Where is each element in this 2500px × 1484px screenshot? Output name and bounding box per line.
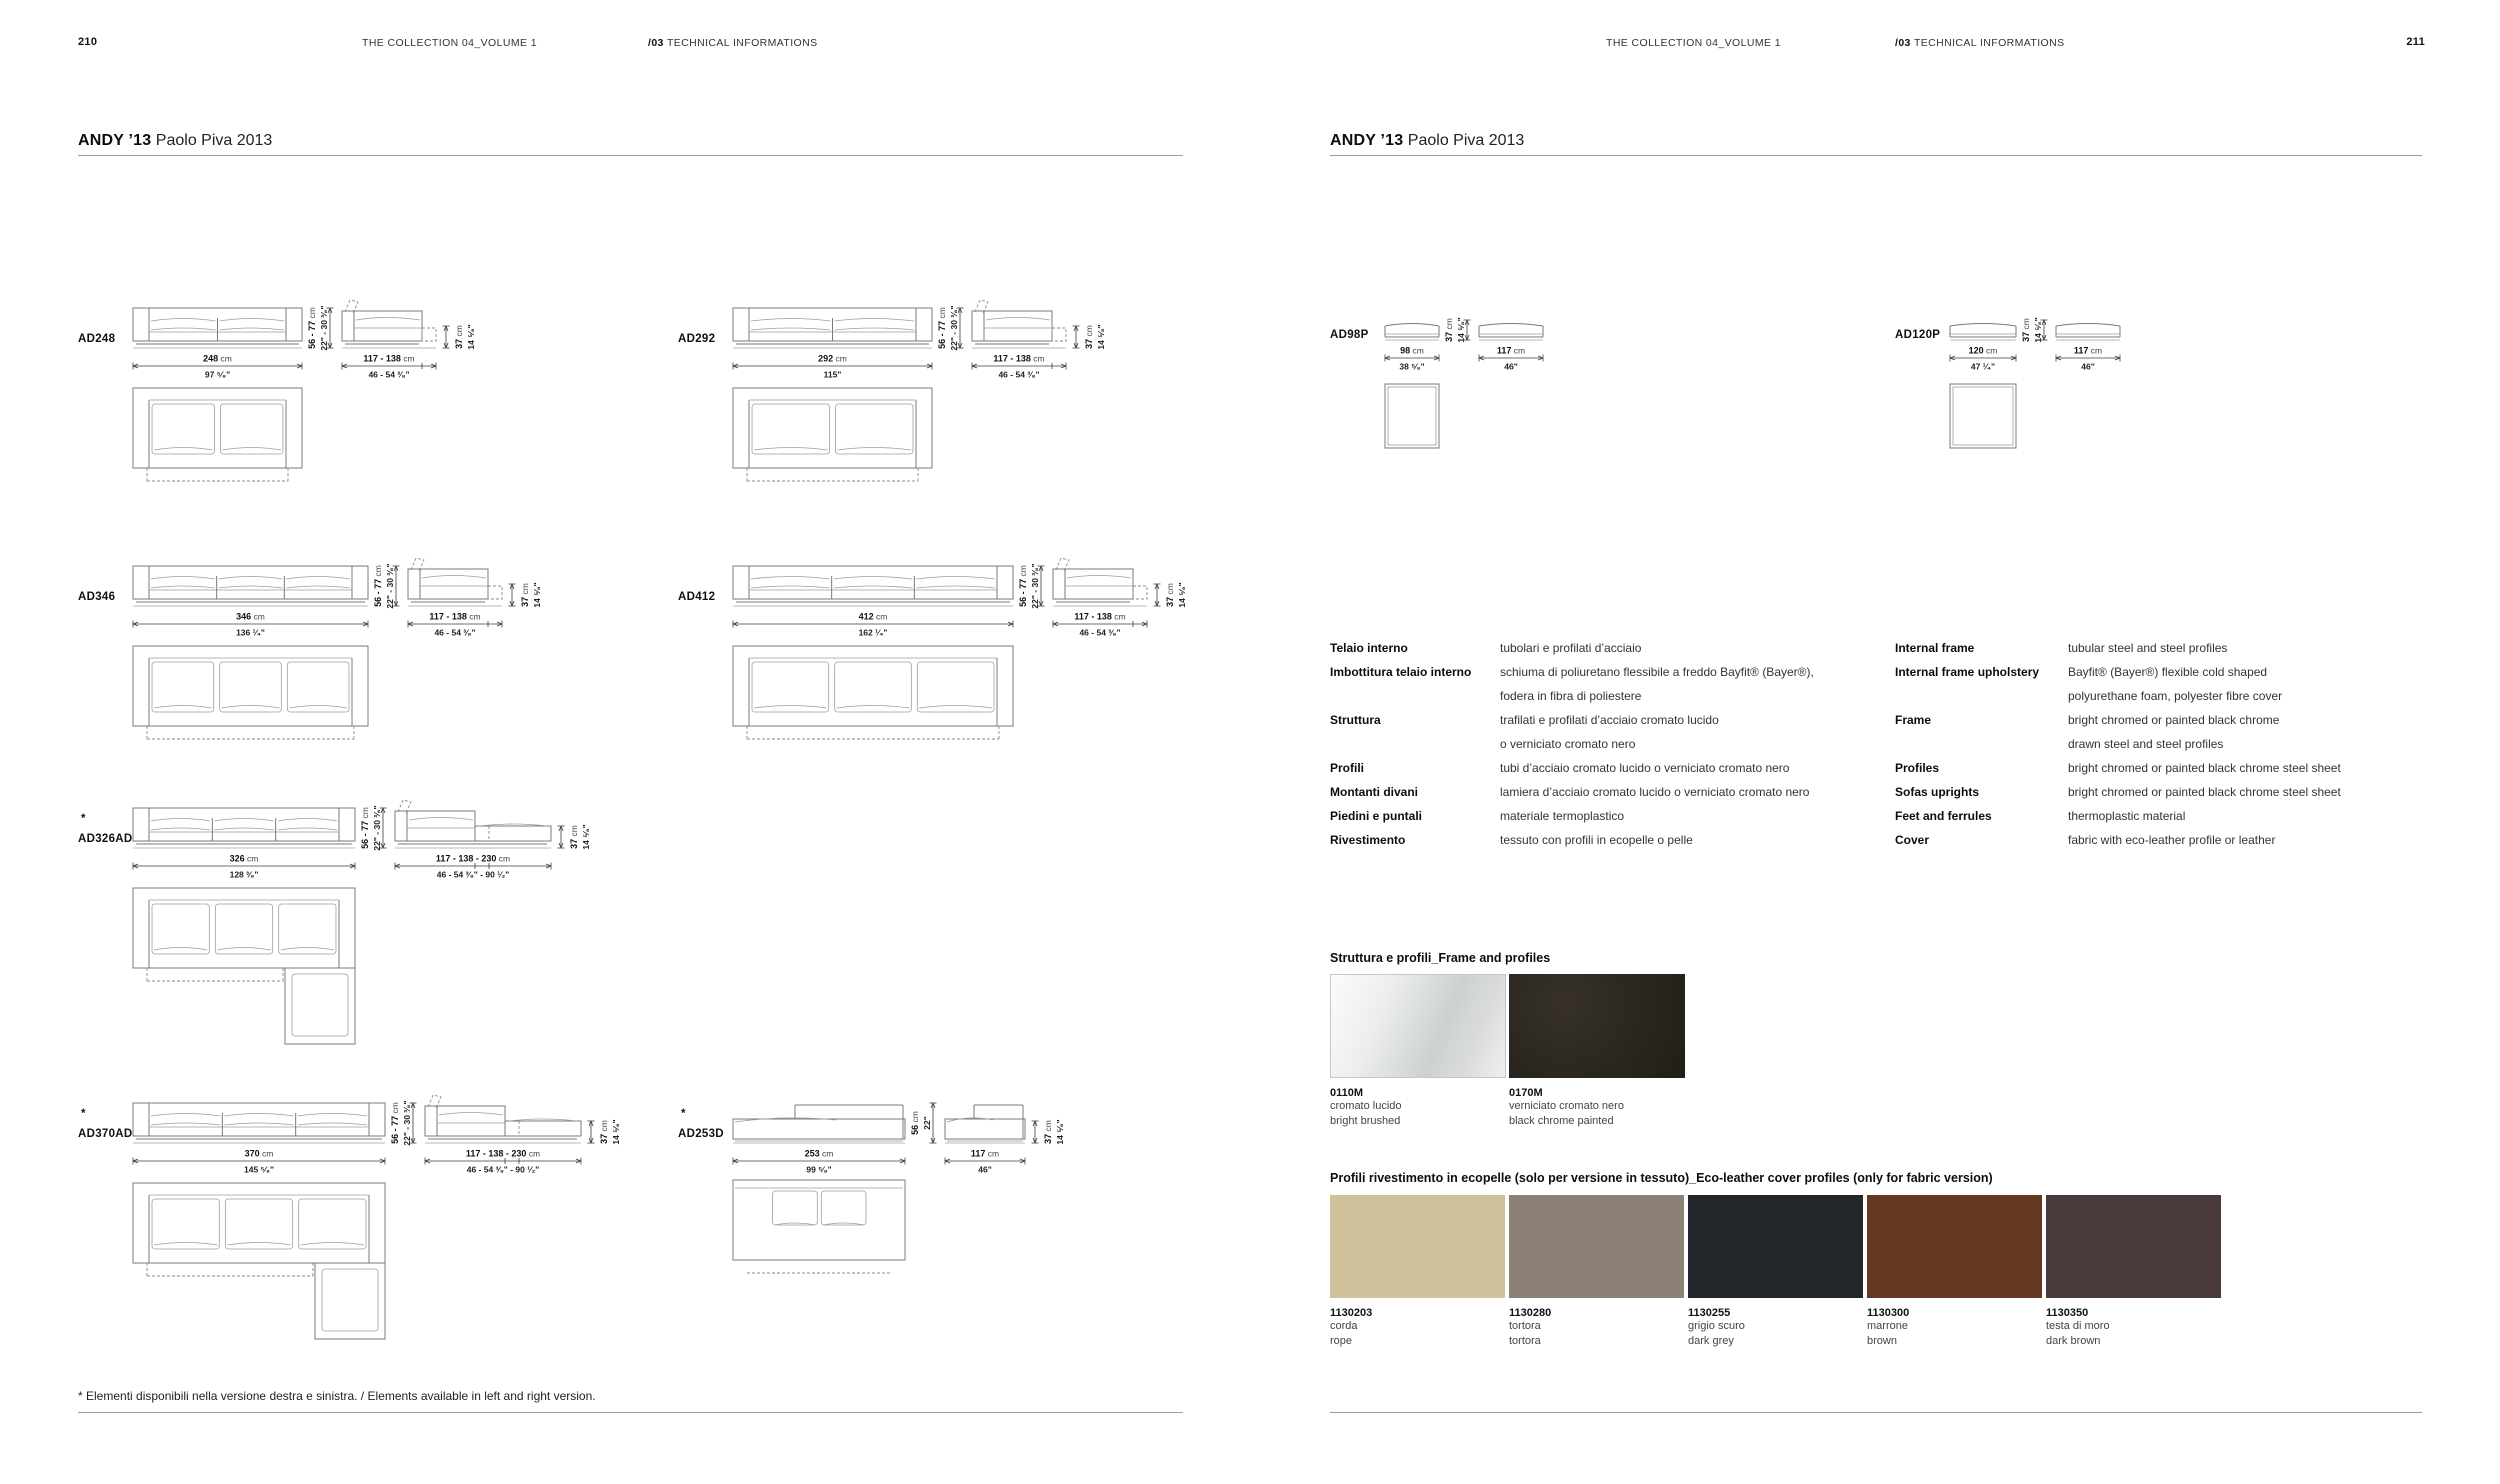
spec-value: o verniciato cromato nero — [1500, 737, 1636, 751]
svg-text:37 cm: 37 cm — [1165, 583, 1175, 607]
svg-text:14 ⁵⁄₈": 14 ⁵⁄₈" — [2033, 317, 2043, 343]
svg-text:136 ¹⁄₄": 136 ¹⁄₄" — [236, 627, 265, 638]
svg-text:117 - 138 cm: 117 - 138 cm — [429, 611, 481, 622]
svg-text:248 cm: 248 cm — [203, 353, 232, 364]
svg-text:117 cm: 117 cm — [2073, 345, 2103, 356]
svg-text:253 cm: 253 cm — [804, 1148, 834, 1159]
spec-value: polyurethane foam, polyester fibre cover — [2068, 689, 2283, 703]
svg-text:115": 115" — [823, 369, 842, 380]
swatch-name-en: black chrome painted — [1509, 1115, 1614, 1127]
frame-section-title: Struttura e profili_Frame and profiles — [1330, 951, 1551, 965]
svg-text:117 - 138 cm: 117 - 138 cm — [363, 353, 415, 364]
spec-label: Profili — [1330, 761, 1365, 775]
swatch-name-it: corda — [1330, 1320, 1358, 1332]
svg-text:117 - 138 cm: 117 - 138 cm — [1074, 611, 1126, 622]
drawing-AD370AD — [78, 1095, 621, 1339]
swatch-color-1130300 — [1867, 1195, 2042, 1298]
svg-text:*: * — [681, 1108, 686, 1120]
swatch-code: 0110M — [1330, 1087, 1364, 1099]
swatch-code: 0170M — [1509, 1087, 1543, 1099]
swatch-0110M — [1330, 974, 1506, 1129]
svg-text:AD253D: AD253D — [678, 1128, 724, 1140]
specs-table-english — [1895, 641, 2455, 861]
svg-text:98 cm: 98 cm — [1400, 345, 1424, 356]
bottom-rule-right — [1330, 1412, 2422, 1413]
spec-value: fodera in fibra di poliestere — [1500, 689, 1642, 703]
spec-value: drawn steel and steel profiles — [2068, 737, 2224, 751]
specs-table-italian — [1330, 641, 1890, 861]
section-label-right: TECHNICAL INFORMATIONS — [1913, 37, 2065, 49]
spec-label: Frame — [1895, 713, 1932, 727]
drawing-AD326AD — [78, 800, 591, 1044]
spec-value: tessuto con profili in ecopelle o pelle — [1500, 833, 1693, 847]
swatch-name-en: rope — [1330, 1335, 1353, 1347]
swatch-color-1130350 — [2046, 1195, 2221, 1298]
svg-text:56 - 77 cm: 56 - 77 cm — [937, 307, 947, 349]
svg-text:37 cm: 37 cm — [569, 825, 579, 849]
swatch-name-it: tortora — [1509, 1320, 1541, 1332]
svg-text:37 cm: 37 cm — [599, 1120, 609, 1144]
spec-value: trafilati e profilati d’acciaio cromato lucido — [1500, 713, 1719, 727]
product-designer-right: Paolo Piva 2013 — [1407, 132, 1525, 149]
spec-value: lamiera d’acciaio cromato lucido o verniciato cromato nero — [1500, 785, 1810, 799]
swatch-name-en: bright brushed — [1330, 1115, 1401, 1127]
spec-value: materiale termoplastico — [1500, 809, 1625, 823]
svg-text:14 ⁵⁄₈": 14 ⁵⁄₈" — [581, 824, 591, 850]
svg-text:117 - 138 - 230 cm: 117 - 138 - 230 cm — [465, 1148, 541, 1159]
spec-label: Piedini e puntali — [1330, 809, 1423, 823]
swatch-1130300 — [1867, 1195, 2042, 1349]
svg-text:AD120P: AD120P — [1895, 329, 1941, 341]
page-number-right: 211 — [2406, 36, 2425, 48]
spec-label: Montanti divani — [1330, 785, 1418, 799]
swatch-0170M — [1509, 974, 1685, 1129]
drawing-AD292 — [678, 300, 1106, 481]
svg-text:37 cm: 37 cm — [1043, 1120, 1053, 1144]
svg-text:38 ⁵⁄₈": 38 ⁵⁄₈" — [1399, 361, 1425, 372]
spec-value: thermoplastic material — [2068, 809, 2186, 823]
svg-text:46": 46" — [1504, 361, 1518, 372]
spec-label: Cover — [1895, 833, 1930, 847]
svg-text:AD412: AD412 — [678, 591, 716, 603]
svg-text:117 - 138 - 230 cm: 117 - 138 - 230 cm — [435, 853, 511, 864]
svg-text:117 - 138 cm: 117 - 138 cm — [993, 353, 1045, 364]
svg-text:22": 22" — [922, 1116, 932, 1130]
svg-text:117 cm: 117 cm — [970, 1148, 1000, 1159]
drawing-AD412 — [678, 558, 1187, 739]
svg-text:56 cm: 56 cm — [910, 1111, 920, 1135]
spec-label: Internal frame upholstery — [1895, 665, 2040, 679]
eco-section-title: Profili rivestimento in ecopelle (solo per versione in tessuto)_Eco-leather cover profiles (only for fabric version) — [1330, 1171, 1993, 1185]
spec-value: tubular steel and steel profiles — [2068, 641, 2228, 655]
svg-text:22" - 30 ³⁄₈": 22" - 30 ³⁄₈" — [1030, 563, 1040, 609]
swatch-color-1130203 — [1330, 1195, 1505, 1298]
swatch-color-1130280 — [1509, 1195, 1684, 1298]
swatch-name-it: cromato lucido — [1330, 1100, 1402, 1112]
product-name-left: ANDY ’13 — [78, 132, 152, 149]
svg-text:46": 46" — [978, 1164, 992, 1175]
swatch-code: 1130203 — [1330, 1307, 1373, 1319]
svg-text:56 - 77 cm: 56 - 77 cm — [307, 307, 317, 349]
svg-text:14 ⁵⁄₈": 14 ⁵⁄₈" — [532, 582, 542, 608]
svg-text:46 - 54 ³⁄₈" - 90 ¹⁄₂": 46 - 54 ³⁄₈" - 90 ¹⁄₂" — [466, 1164, 540, 1175]
spec-label: Telaio interno — [1330, 641, 1408, 655]
swatch-name-en: brown — [1867, 1335, 1897, 1347]
svg-text:56 - 77 cm: 56 - 77 cm — [373, 565, 383, 607]
swatch-color-1130255 — [1688, 1195, 1863, 1298]
svg-text:14 ⁵⁄₈": 14 ⁵⁄₈" — [466, 324, 476, 350]
swatch-name-en: dark grey — [1688, 1335, 1734, 1347]
swatch-code: 1130300 — [1867, 1307, 1910, 1319]
swatch-color-0170M — [1509, 974, 1685, 1078]
bottom-rule-left — [78, 1412, 1183, 1413]
svg-text:46 - 54 ³⁄₈" - 90 ¹⁄₂": 46 - 54 ³⁄₈" - 90 ¹⁄₂" — [436, 869, 510, 880]
svg-text:117 cm: 117 cm — [1496, 345, 1526, 356]
svg-text:AD98P: AD98P — [1330, 329, 1369, 341]
swatch-1130203 — [1330, 1195, 1505, 1349]
section-number-left: /03 — [648, 37, 664, 49]
swatch-name-en: tortora — [1509, 1335, 1541, 1347]
svg-text:22" - 30 ³⁄₈": 22" - 30 ³⁄₈" — [949, 305, 959, 351]
spec-value: fabric with eco-leather profile or leather — [2068, 833, 2276, 847]
spec-value: bright chromed or painted black chrome steel sheet — [2068, 761, 2341, 775]
page-number-left: 210 — [78, 36, 98, 48]
svg-text:412 cm: 412 cm — [858, 611, 888, 622]
svg-text:128 ³⁄₈": 128 ³⁄₈" — [229, 869, 259, 880]
svg-text:292 cm: 292 cm — [818, 353, 847, 364]
drawing-AD248 — [78, 300, 476, 481]
svg-text:AD346: AD346 — [78, 591, 116, 603]
svg-text:346 cm: 346 cm — [236, 611, 265, 622]
swatch-name-it: verniciato cromato nero — [1509, 1100, 1624, 1112]
svg-text:56 - 77 cm: 56 - 77 cm — [390, 1102, 400, 1144]
spec-label: Imbottitura telaio interno — [1330, 665, 1472, 679]
svg-text:22" - 30 ³⁄₈": 22" - 30 ³⁄₈" — [402, 1100, 412, 1146]
svg-text:47 ¹⁄₄": 47 ¹⁄₄" — [1970, 361, 1996, 372]
svg-text:14 ⁵⁄₈": 14 ⁵⁄₈" — [1055, 1119, 1065, 1145]
swatch-1130280 — [1509, 1195, 1684, 1349]
spec-value: tubi d’acciaio cromato lucido o verniciato cromato nero — [1500, 761, 1790, 775]
collection-title-left: THE COLLECTION 04_VOLUME 1 — [362, 37, 537, 49]
svg-text:22" - 30 ³⁄₈": 22" - 30 ³⁄₈" — [319, 305, 329, 351]
svg-text:AD326AD: AD326AD — [78, 833, 133, 845]
footnote: * Elementi disponibili nella versione destra e sinistra. / Elements available in left and right version. — [78, 1389, 596, 1403]
svg-text:37 cm: 37 cm — [520, 583, 530, 607]
svg-text:*: * — [81, 813, 86, 825]
svg-text:162 ¹⁄₄": 162 ¹⁄₄" — [858, 627, 888, 638]
spec-label: Feet and ferrules — [1895, 809, 1992, 823]
spec-value: bright chromed or painted black chrome steel sheet — [2068, 785, 2341, 799]
swatch-code: 1130280 — [1509, 1307, 1552, 1319]
svg-text:326 cm: 326 cm — [229, 853, 259, 864]
swatch-name-it: marrone — [1867, 1320, 1908, 1332]
svg-text:46 - 54 ³⁄₈": 46 - 54 ³⁄₈" — [998, 369, 1040, 380]
product-designer-left: Paolo Piva 2013 — [155, 132, 273, 149]
swatch-color-0110M — [1330, 974, 1506, 1078]
svg-text:37 cm: 37 cm — [454, 325, 464, 349]
swatch-code: 1130255 — [1688, 1307, 1731, 1319]
svg-text:14 ⁵⁄₈": 14 ⁵⁄₈" — [1456, 317, 1466, 343]
product-name-right: ANDY ’13 — [1330, 132, 1404, 149]
spec-value: schiuma di poliuretano flessibile a freddo Bayfit® (Bayer®), — [1500, 665, 1814, 679]
drawing-AD98P — [1330, 317, 1543, 448]
svg-text:145 ⁵⁄₈": 145 ⁵⁄₈" — [244, 1164, 274, 1175]
section-label-left: TECHNICAL INFORMATIONS — [666, 37, 818, 49]
svg-text:*: * — [81, 1108, 86, 1120]
svg-text:14 ⁵⁄₈": 14 ⁵⁄₈" — [611, 1119, 621, 1145]
swatch-code: 1130350 — [2046, 1307, 2089, 1319]
spec-value: tubolari e profilati d’acciaio — [1500, 641, 1642, 655]
spec-label: Internal frame — [1895, 641, 1975, 655]
svg-text:99 ⁵⁄₈": 99 ⁵⁄₈" — [806, 1164, 832, 1175]
svg-text:46": 46" — [2081, 361, 2095, 372]
spec-label: Struttura — [1330, 713, 1381, 727]
svg-text:46 - 54 ³⁄₈": 46 - 54 ³⁄₈" — [1079, 627, 1121, 638]
spec-label: Rivestimento — [1330, 833, 1406, 847]
swatch-name-it: testa di moro — [2046, 1320, 2110, 1332]
drawing-AD120P — [1895, 317, 2120, 448]
drawing-AD346 — [78, 558, 542, 739]
svg-text:14 ⁵⁄₈": 14 ⁵⁄₈" — [1177, 582, 1187, 608]
svg-text:46 - 54 ³⁄₈": 46 - 54 ³⁄₈" — [368, 369, 410, 380]
swatch-name-en: dark brown — [2046, 1335, 2101, 1347]
spec-value: Bayfit® (Bayer®) flexible cold shaped — [2068, 665, 2268, 679]
svg-text:56 - 77 cm: 56 - 77 cm — [1018, 565, 1028, 607]
drawing-AD253D — [678, 1103, 1065, 1273]
swatch-name-it: grigio scuro — [1688, 1320, 1745, 1332]
svg-text:22" - 30 ³⁄₈": 22" - 30 ³⁄₈" — [385, 563, 395, 609]
svg-text:AD248: AD248 — [78, 333, 116, 345]
svg-text:AD370AD: AD370AD — [78, 1128, 133, 1140]
svg-text:370 cm: 370 cm — [244, 1148, 274, 1159]
section-number-right: /03 — [1895, 37, 1911, 49]
svg-text:97 ⁵⁄₈": 97 ⁵⁄₈" — [204, 369, 231, 380]
swatch-1130350 — [2046, 1195, 2221, 1349]
swatch-1130255 — [1688, 1195, 1863, 1349]
svg-text:14 ⁵⁄₈": 14 ⁵⁄₈" — [1096, 324, 1106, 350]
spec-label: Sofas uprights — [1895, 785, 1980, 799]
svg-text:37 cm: 37 cm — [1444, 318, 1454, 342]
svg-text:22" - 30 ³⁄₈": 22" - 30 ³⁄₈" — [372, 805, 382, 851]
svg-text:120 cm: 120 cm — [1968, 345, 1998, 356]
spec-label: Profiles — [1895, 761, 1940, 775]
svg-text:37 cm: 37 cm — [1084, 325, 1094, 349]
spec-value: bright chromed or painted black chrome — [2068, 713, 2280, 727]
svg-text:56 - 77 cm: 56 - 77 cm — [360, 807, 370, 849]
svg-text:AD292: AD292 — [678, 333, 716, 345]
svg-text:46 - 54 ³⁄₈": 46 - 54 ³⁄₈" — [434, 627, 476, 638]
svg-text:37 cm: 37 cm — [2021, 318, 2031, 342]
collection-title-right: THE COLLECTION 04_VOLUME 1 — [1606, 37, 1781, 49]
